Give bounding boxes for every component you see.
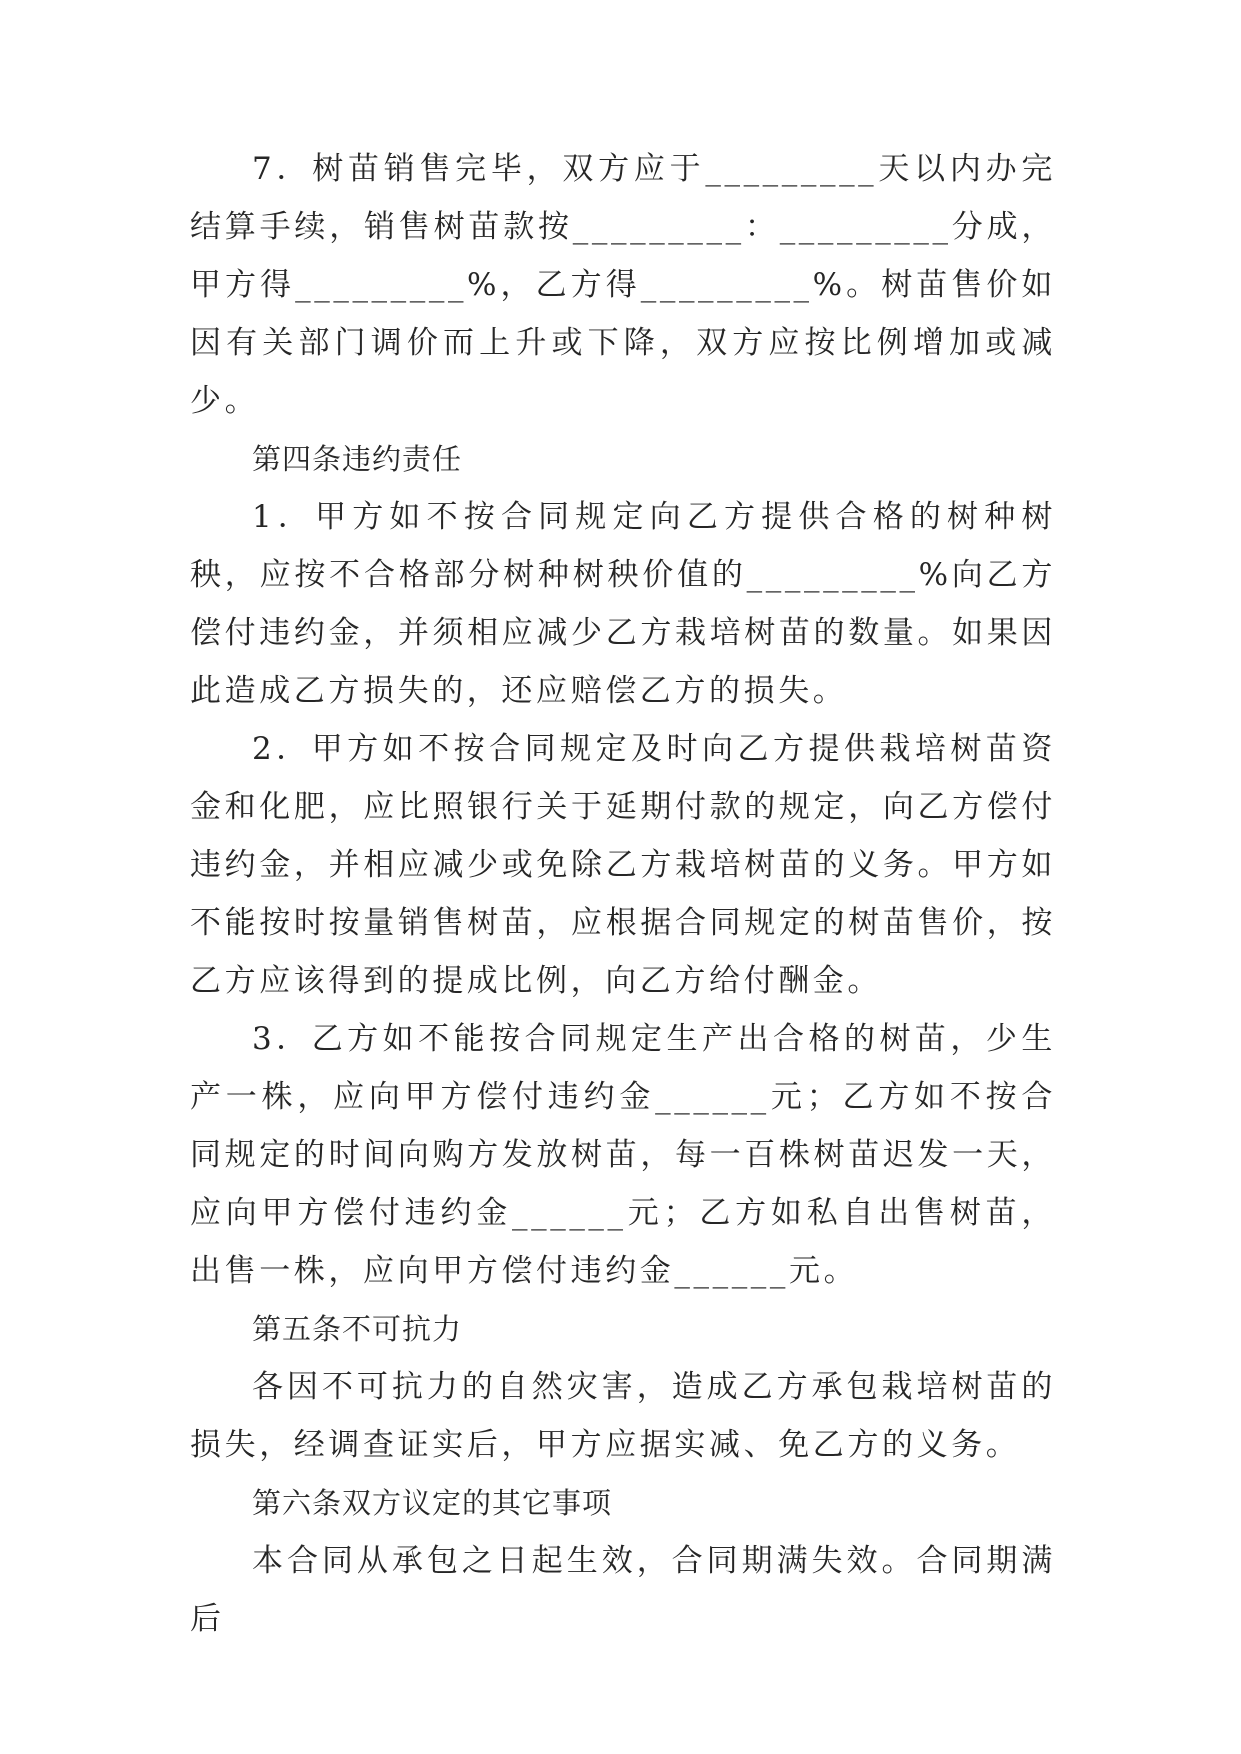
force-majeure-clause: 各因不可抗力的自然灾害，造成乙方承包栽培树苗的损失，经调查证实后，甲方应据实减、免乙方的义务。 (190, 1369, 1056, 1463)
breach-clause-3: 3．乙方如不能按合同规定生产出合格的树苗，少生产一株，应向甲方偿付违约金______元；乙方如不按合同规定的时间向购方发放树苗，每一百株树苗迟发一天，应向甲方偿付违约金______元；乙方如私自出售树苗，出售一株，应向甲方偿付违约金______元。 (190, 1021, 1056, 1289)
other-matters-clause: 本合同从承包之日起生效，合同期满失效。合同期满后 (190, 1543, 1056, 1637)
section-heading-force-majeure: 第五条不可抗力 (252, 1312, 463, 1346)
clause-7-settlement: 7．树苗销售完毕，双方应于_________天以内办完结算手续，销售树苗款按_________：_________分成，甲方得_________%，乙方得_________%。树苗售价如因有关部门调价而上升或下降，双方应按比例增加或减少。 (190, 151, 1056, 419)
section-heading-breach-liability: 第四条违约责任 (252, 442, 463, 476)
document-page (190, 140, 1056, 1648)
section-heading-other-matters: 第六条双方议定的其它事项 (252, 1486, 613, 1520)
breach-clause-2: 2．甲方如不按合同规定及时向乙方提供栽培树苗资金和化肥，应比照银行关于延期付款的规定，向乙方偿付违约金，并相应减少或免除乙方栽培树苗的义务。甲方如不能按时按量销售树苗，应根据合同规定的树苗售价，按乙方应该得到的提成比例，向乙方给付酬金。 (190, 731, 1056, 999)
breach-clause-1: 1．甲方如不按合同规定向乙方提供合格的树种树秧，应按不合格部分树种树秧价值的_________%向乙方偿付违约金，并须相应减少乙方栽培树苗的数量。如果因此造成乙方损失的，还应赔偿乙方的损失。 (190, 499, 1056, 709)
